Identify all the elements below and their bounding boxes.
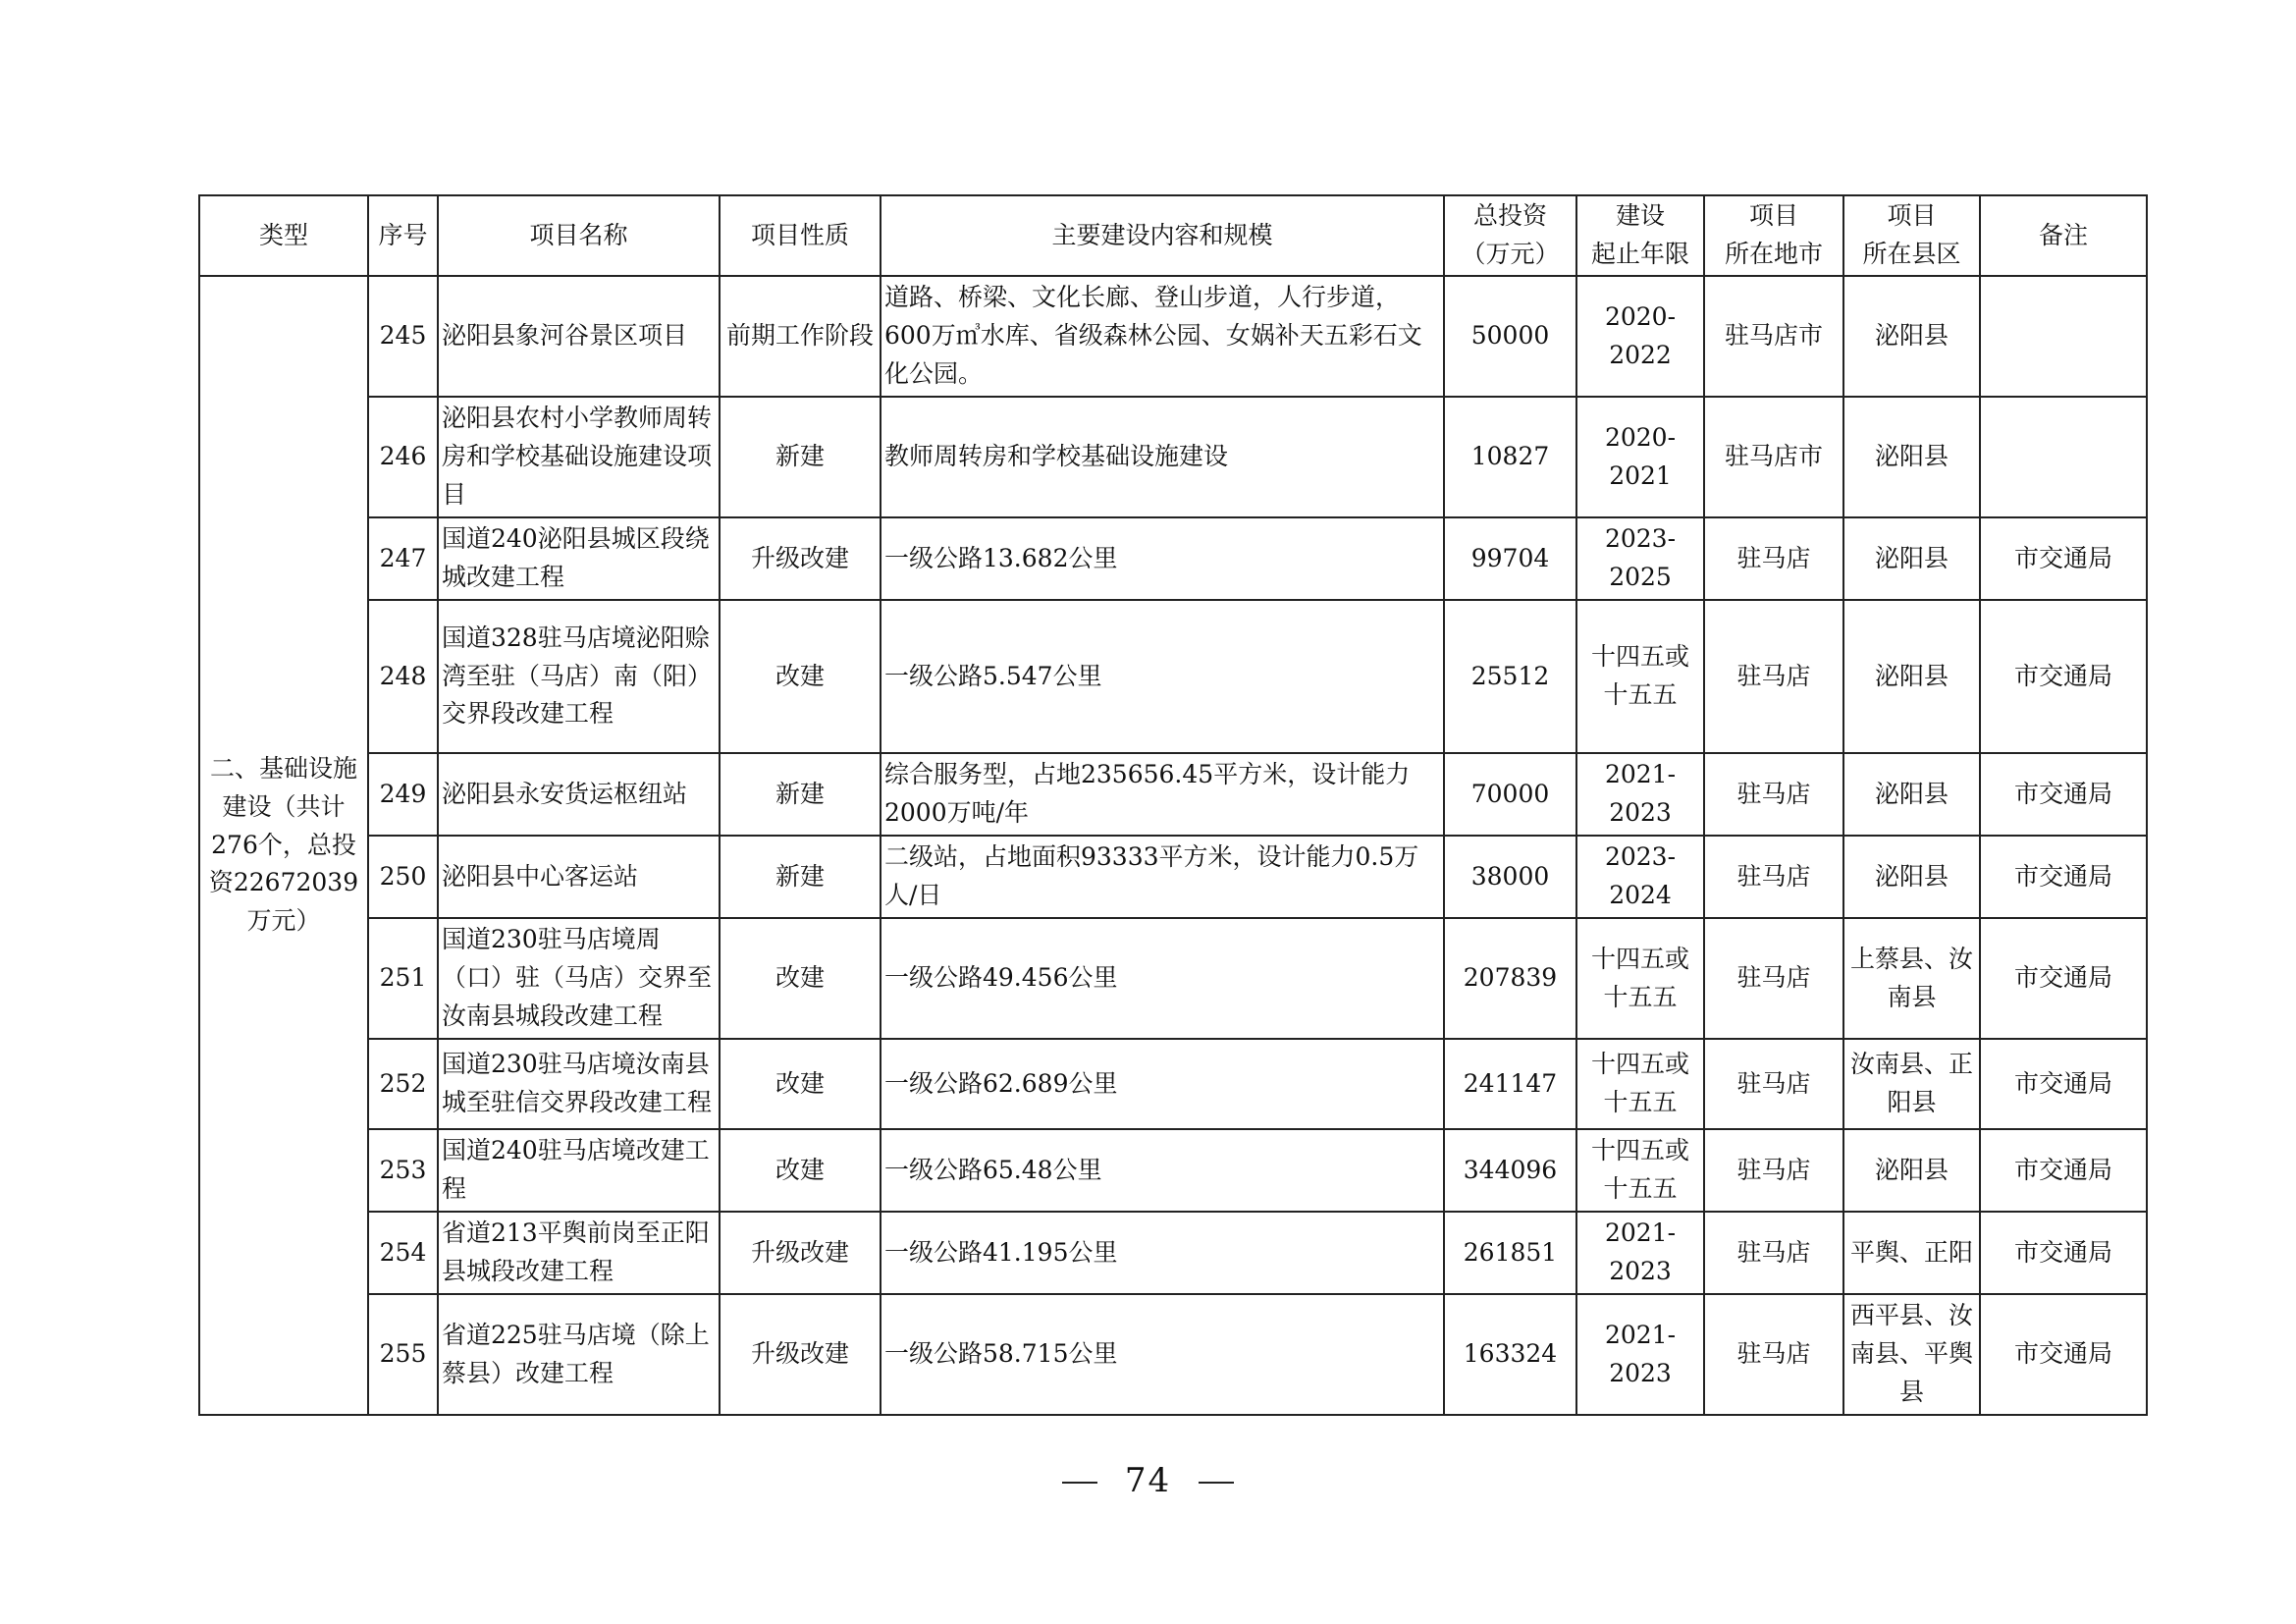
row-content: 道路、桥梁、文化长廊、登山步道，人行步道，600万㎥水库、省级森林公园、女娲补天五彩石文化公园。 bbox=[881, 276, 1444, 397]
row-project-name: 国道328驻马店境泌阳赊湾至驻（马店）南（阳）交界段改建工程 bbox=[438, 600, 720, 753]
row-content: 综合服务型，占地235656.45平方米，设计能力2000万吨/年 bbox=[881, 753, 1444, 836]
row-investment: 344096 bbox=[1444, 1129, 1576, 1212]
row-number: 251 bbox=[368, 918, 438, 1039]
footer-dash-right bbox=[1199, 1482, 1234, 1484]
row-content: 教师周转房和学校基础设施建设 bbox=[881, 397, 1444, 517]
row-project-name: 泌阳县农村小学教师周转房和学校基础设施建设项目 bbox=[438, 397, 720, 517]
row-number: 254 bbox=[368, 1212, 438, 1294]
row-number: 253 bbox=[368, 1129, 438, 1212]
row-county: 汝南县、正阳县 bbox=[1843, 1039, 1980, 1129]
row-city: 驻马店 bbox=[1704, 1039, 1843, 1129]
row-period: 十四五或十五五 bbox=[1576, 600, 1704, 753]
row-city: 驻马店 bbox=[1704, 918, 1843, 1039]
row-content: 一级公路58.715公里 bbox=[881, 1294, 1444, 1415]
row-note: 市交通局 bbox=[1980, 836, 2147, 918]
row-nature: 升级改建 bbox=[720, 1212, 881, 1294]
page-number: 74 bbox=[1124, 1461, 1172, 1500]
row-county: 泌阳县 bbox=[1843, 397, 1980, 517]
row-nature: 改建 bbox=[720, 1039, 881, 1129]
header-project-name: 项目名称 bbox=[438, 195, 720, 276]
row-county: 泌阳县 bbox=[1843, 517, 1980, 600]
row-nature: 升级改建 bbox=[720, 1294, 881, 1415]
row-project-name: 国道240驻马店境改建工程 bbox=[438, 1129, 720, 1212]
row-city: 驻马店 bbox=[1704, 836, 1843, 918]
row-number: 255 bbox=[368, 1294, 438, 1415]
row-number: 248 bbox=[368, 600, 438, 753]
row-investment: 70000 bbox=[1444, 753, 1576, 836]
row-note: 市交通局 bbox=[1980, 1039, 2147, 1129]
row-project-name: 泌阳县中心客运站 bbox=[438, 836, 720, 918]
table-row bbox=[199, 600, 2147, 753]
table-row bbox=[199, 1212, 2147, 1294]
header-city: 项目 所在地市 bbox=[1704, 195, 1843, 276]
row-note: 市交通局 bbox=[1980, 753, 2147, 836]
header-number: 序号 bbox=[368, 195, 438, 276]
row-note: 市交通局 bbox=[1980, 918, 2147, 1039]
row-note: 市交通局 bbox=[1980, 517, 2147, 600]
row-city: 驻马店 bbox=[1704, 1212, 1843, 1294]
table-row bbox=[199, 517, 2147, 600]
row-number: 246 bbox=[368, 397, 438, 517]
row-nature: 改建 bbox=[720, 600, 881, 753]
footer-dash-left bbox=[1062, 1482, 1097, 1484]
row-project-name: 泌阳县象河谷景区项目 bbox=[438, 276, 720, 397]
table-header-row bbox=[199, 195, 2147, 276]
row-investment: 99704 bbox=[1444, 517, 1576, 600]
row-period: 2020-2021 bbox=[1576, 397, 1704, 517]
row-period: 2020-2022 bbox=[1576, 276, 1704, 397]
row-investment: 241147 bbox=[1444, 1039, 1576, 1129]
row-project-name: 泌阳县永安货运枢纽站 bbox=[438, 753, 720, 836]
row-nature: 新建 bbox=[720, 397, 881, 517]
row-period: 十四五或十五五 bbox=[1576, 1039, 1704, 1129]
row-investment: 10827 bbox=[1444, 397, 1576, 517]
project-table bbox=[198, 194, 2148, 1416]
row-period: 2021-2023 bbox=[1576, 1294, 1704, 1415]
row-nature: 改建 bbox=[720, 1129, 881, 1212]
table-row bbox=[199, 918, 2147, 1039]
table-row bbox=[199, 1039, 2147, 1129]
row-period: 十四五或十五五 bbox=[1576, 1129, 1704, 1212]
table-row bbox=[199, 397, 2147, 517]
row-nature: 新建 bbox=[720, 753, 881, 836]
row-project-name: 省道225驻马店境（除上蔡县）改建工程 bbox=[438, 1294, 720, 1415]
row-content: 一级公路62.689公里 bbox=[881, 1039, 1444, 1129]
header-note: 备注 bbox=[1980, 195, 2147, 276]
category-cell: 二、基础设施建设（共计276个，总投资22672039万元） bbox=[199, 276, 368, 1415]
header-content: 主要建设内容和规模 bbox=[881, 195, 1444, 276]
header-county: 项目 所在县区 bbox=[1843, 195, 1980, 276]
row-investment: 207839 bbox=[1444, 918, 1576, 1039]
row-city: 驻马店市 bbox=[1704, 397, 1843, 517]
row-county: 西平县、汝南县、平舆县 bbox=[1843, 1294, 1980, 1415]
row-city: 驻马店市 bbox=[1704, 276, 1843, 397]
table-row bbox=[199, 753, 2147, 836]
row-city: 驻马店 bbox=[1704, 1294, 1843, 1415]
row-nature: 新建 bbox=[720, 836, 881, 918]
table-row bbox=[199, 836, 2147, 918]
row-investment: 38000 bbox=[1444, 836, 1576, 918]
row-city: 驻马店 bbox=[1704, 753, 1843, 836]
row-period: 十四五或十五五 bbox=[1576, 918, 1704, 1039]
row-project-name: 省道213平舆前岗至正阳县城段改建工程 bbox=[438, 1212, 720, 1294]
table-row bbox=[199, 276, 2147, 397]
row-period: 2021-2023 bbox=[1576, 753, 1704, 836]
table-row bbox=[199, 1294, 2147, 1415]
row-city: 驻马店 bbox=[1704, 1129, 1843, 1212]
row-number: 245 bbox=[368, 276, 438, 397]
row-project-name: 国道230驻马店境周（口）驻（马店）交界至汝南县城段改建工程 bbox=[438, 918, 720, 1039]
row-nature: 改建 bbox=[720, 918, 881, 1039]
row-project-name: 国道240泌阳县城区段绕城改建工程 bbox=[438, 517, 720, 600]
row-content: 一级公路65.48公里 bbox=[881, 1129, 1444, 1212]
row-city: 驻马店 bbox=[1704, 600, 1843, 753]
row-number: 249 bbox=[368, 753, 438, 836]
page-footer bbox=[0, 1461, 2296, 1500]
row-note: 市交通局 bbox=[1980, 1294, 2147, 1415]
row-number: 252 bbox=[368, 1039, 438, 1129]
row-note bbox=[1980, 397, 2147, 517]
row-county: 上蔡县、汝南县 bbox=[1843, 918, 1980, 1039]
header-type: 类型 bbox=[199, 195, 368, 276]
row-period: 2023-2025 bbox=[1576, 517, 1704, 600]
row-period: 2021-2023 bbox=[1576, 1212, 1704, 1294]
row-period: 2023-2024 bbox=[1576, 836, 1704, 918]
row-county: 泌阳县 bbox=[1843, 600, 1980, 753]
row-county: 泌阳县 bbox=[1843, 836, 1980, 918]
row-investment: 261851 bbox=[1444, 1212, 1576, 1294]
row-investment: 50000 bbox=[1444, 276, 1576, 397]
row-note: 市交通局 bbox=[1980, 1129, 2147, 1212]
row-content: 一级公路5.547公里 bbox=[881, 600, 1444, 753]
row-county: 泌阳县 bbox=[1843, 276, 1980, 397]
row-county: 泌阳县 bbox=[1843, 1129, 1980, 1212]
header-period: 建设 起止年限 bbox=[1576, 195, 1704, 276]
row-content: 一级公路49.456公里 bbox=[881, 918, 1444, 1039]
row-note: 市交通局 bbox=[1980, 1212, 2147, 1294]
row-county: 平舆、正阳 bbox=[1843, 1212, 1980, 1294]
row-number: 247 bbox=[368, 517, 438, 600]
row-number: 250 bbox=[368, 836, 438, 918]
row-content: 一级公路41.195公里 bbox=[881, 1212, 1444, 1294]
row-county: 泌阳县 bbox=[1843, 753, 1980, 836]
row-nature: 前期工作阶段 bbox=[720, 276, 881, 397]
row-project-name: 国道230驻马店境汝南县城至驻信交界段改建工程 bbox=[438, 1039, 720, 1129]
header-project-nature: 项目性质 bbox=[720, 195, 881, 276]
row-content: 二级站，占地面积93333平方米，设计能力0.5万人/日 bbox=[881, 836, 1444, 918]
row-city: 驻马店 bbox=[1704, 517, 1843, 600]
table-row bbox=[199, 1129, 2147, 1212]
header-investment: 总投资 （万元） bbox=[1444, 195, 1576, 276]
row-content: 一级公路13.682公里 bbox=[881, 517, 1444, 600]
row-investment: 163324 bbox=[1444, 1294, 1576, 1415]
row-nature: 升级改建 bbox=[720, 517, 881, 600]
row-note: 市交通局 bbox=[1980, 600, 2147, 753]
row-investment: 25512 bbox=[1444, 600, 1576, 753]
row-note bbox=[1980, 276, 2147, 397]
